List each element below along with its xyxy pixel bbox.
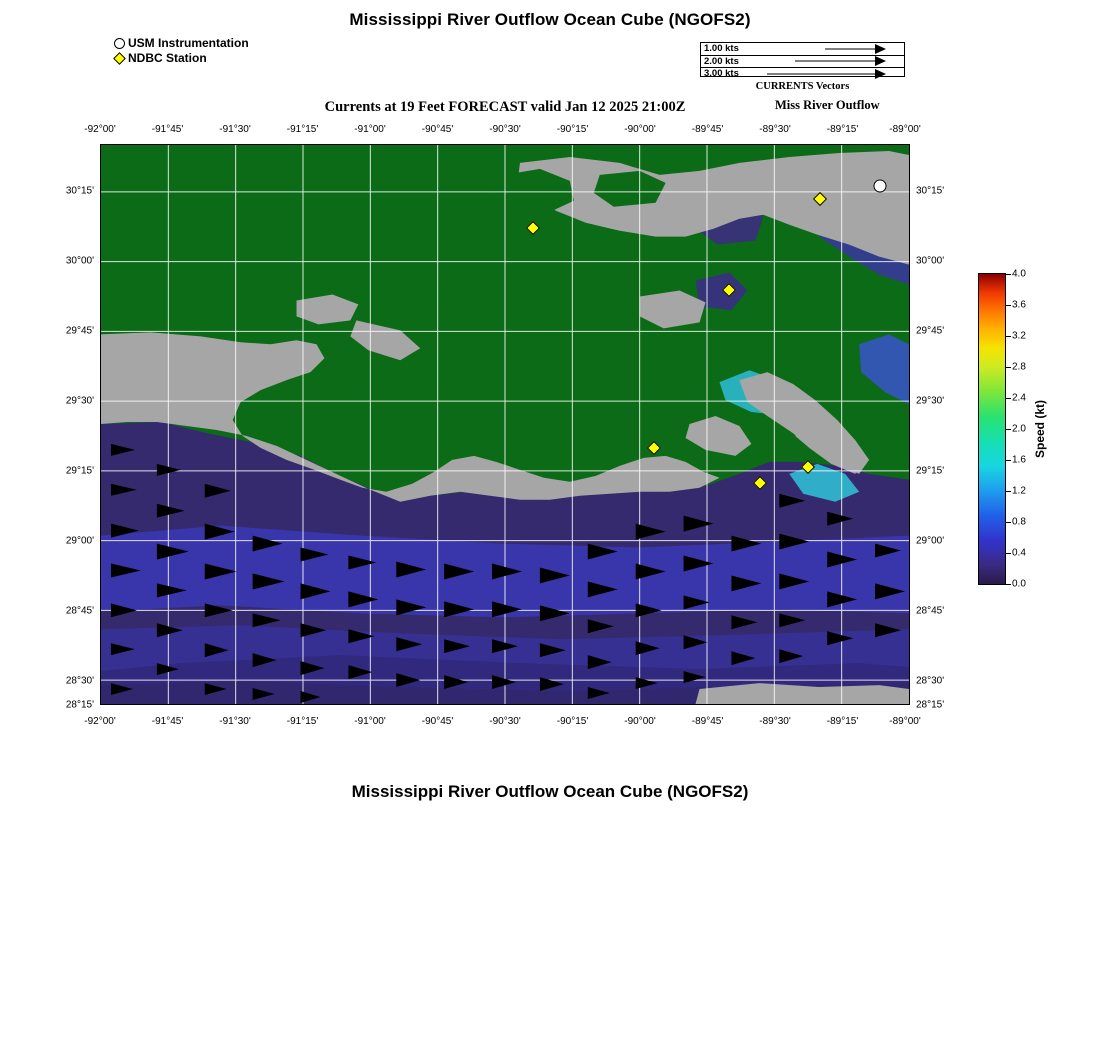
vector-arrow-shaft-2 <box>795 61 875 62</box>
colorbar-tick-label: 0.0 <box>1012 578 1026 590</box>
x-tick-label: -92°00' <box>84 124 116 135</box>
y-tick-label: 29°45' <box>916 325 945 337</box>
y-tick-label: 29°00' <box>65 535 94 547</box>
map-panel[interactable] <box>100 144 910 705</box>
y-tick-label: 29°15' <box>916 465 945 477</box>
x-tick-label: -91°15' <box>286 716 319 727</box>
station-legend <box>110 36 370 66</box>
colorbar-title: Speed (kt) <box>1033 399 1047 459</box>
colorbar-tick-label: 3.6 <box>1012 299 1026 311</box>
vector-arrow-head-3 <box>875 69 886 79</box>
colorbar-tick-label: 1.6 <box>1012 454 1026 466</box>
x-tick-label: -90°15' <box>556 716 589 727</box>
colorbar-tick-label: 2.0 <box>1012 423 1026 435</box>
x-tick-label: -90°00' <box>624 124 656 135</box>
x-tick-label: -89°15' <box>826 716 859 727</box>
y-tick-label: 30°00' <box>65 255 94 267</box>
legend-item-ndbc <box>110 51 370 65</box>
colorbar-tick-label: 0.8 <box>1012 516 1026 528</box>
y-tick-label: 29°00' <box>916 535 945 547</box>
vector-key-label-1: 1.00 kts <box>704 43 739 54</box>
x-tick-label: -91°00' <box>354 124 386 135</box>
colorbar-tick-label: 3.2 <box>1012 330 1026 342</box>
circle-icon <box>110 38 128 49</box>
vector-arrow-shaft-3 <box>767 73 875 74</box>
y-tick-label: 28°30' <box>916 675 945 687</box>
footer-title: Mississippi River Outflow Ocean Cube (NGOFS2) <box>351 782 749 801</box>
vector-key-row-3 <box>701 68 904 80</box>
y-tick-label: 30°15' <box>916 185 945 197</box>
x-tick-label: -89°45' <box>691 716 724 727</box>
y-tick-label: 28°15' <box>916 699 945 711</box>
diamond-icon <box>110 54 128 63</box>
x-tick-label: -89°15' <box>826 124 859 135</box>
legend-label-usm: USM Instrumentation <box>128 35 249 50</box>
y-tick-label: 28°45' <box>916 605 945 617</box>
y-tick-label: 28°30' <box>65 675 94 687</box>
x-tick-label: -90°45' <box>421 124 454 135</box>
colorbar-tick-label: 0.4 <box>1012 547 1026 559</box>
y-tick-label: 29°30' <box>65 395 94 407</box>
vector-key-row-2 <box>701 56 904 69</box>
colorbar-tick-label: 2.8 <box>1012 361 1026 373</box>
vector-arrow-head-2 <box>875 56 886 66</box>
colorbar <box>978 273 1006 585</box>
forecast-subtitle: Currents at 19 Feet FORECAST valid Jan 12 2025 21:00Z <box>324 99 686 115</box>
x-tick-label: -92°00' <box>84 716 116 727</box>
y-tick-label: 30°00' <box>916 255 945 267</box>
x-tick-label: -89°00' <box>889 716 921 727</box>
vector-arrow-shaft-1 <box>825 48 875 49</box>
x-tick-label: -89°30' <box>759 124 791 135</box>
legend-item-usm <box>110 36 370 50</box>
x-tick-label: -90°15' <box>556 124 589 135</box>
x-tick-label: -89°00' <box>889 124 921 135</box>
y-tick-label: 29°15' <box>65 465 94 477</box>
x-tick-label: -90°30' <box>489 716 521 727</box>
y-tick-label: 28°45' <box>65 605 94 617</box>
colorbar-gradient <box>979 274 1005 584</box>
vector-arrow-head-1 <box>875 44 886 54</box>
outflow-annotation: Miss River Outflow <box>775 98 880 112</box>
x-tick-label: -91°15' <box>286 124 319 135</box>
x-tick-label: -90°00' <box>624 716 656 727</box>
y-tick-label: 30°15' <box>65 185 94 197</box>
vector-scale-key <box>700 42 905 80</box>
vector-key-label-2: 2.00 kts <box>704 55 739 67</box>
x-tick-label: -89°45' <box>691 124 724 135</box>
x-tick-label: -90°45' <box>421 716 454 727</box>
vector-key-label-3: 3.00 kts <box>704 68 739 80</box>
x-tick-label: -91°30' <box>219 716 251 727</box>
x-tick-label: -91°00' <box>354 716 386 727</box>
x-tick-label: -91°45' <box>151 716 184 727</box>
usm-instrumentation-marker[interactable] <box>874 180 887 193</box>
y-tick-label: 29°45' <box>65 325 94 337</box>
colorbar-tick-label: 2.4 <box>1012 392 1026 404</box>
colorbar-tick-label: 1.2 <box>1012 485 1026 497</box>
page-title: Mississippi River Outflow Ocean Cube (NGOFS2) <box>349 10 751 29</box>
x-tick-label: -91°45' <box>151 124 184 135</box>
vector-key-caption: CURRENTS Vectors <box>755 81 850 92</box>
y-tick-label: 29°30' <box>916 395 945 407</box>
x-tick-label: -90°30' <box>489 124 521 135</box>
x-tick-label: -91°30' <box>219 124 251 135</box>
vector-key-row-1 <box>701 43 904 56</box>
legend-label-ndbc: NDBC Station <box>128 50 207 65</box>
colorbar-tick-label: 4.0 <box>1012 268 1026 280</box>
map-graphic <box>101 145 909 704</box>
y-tick-label: 28°15' <box>65 699 94 711</box>
x-tick-label: -89°30' <box>759 716 791 727</box>
